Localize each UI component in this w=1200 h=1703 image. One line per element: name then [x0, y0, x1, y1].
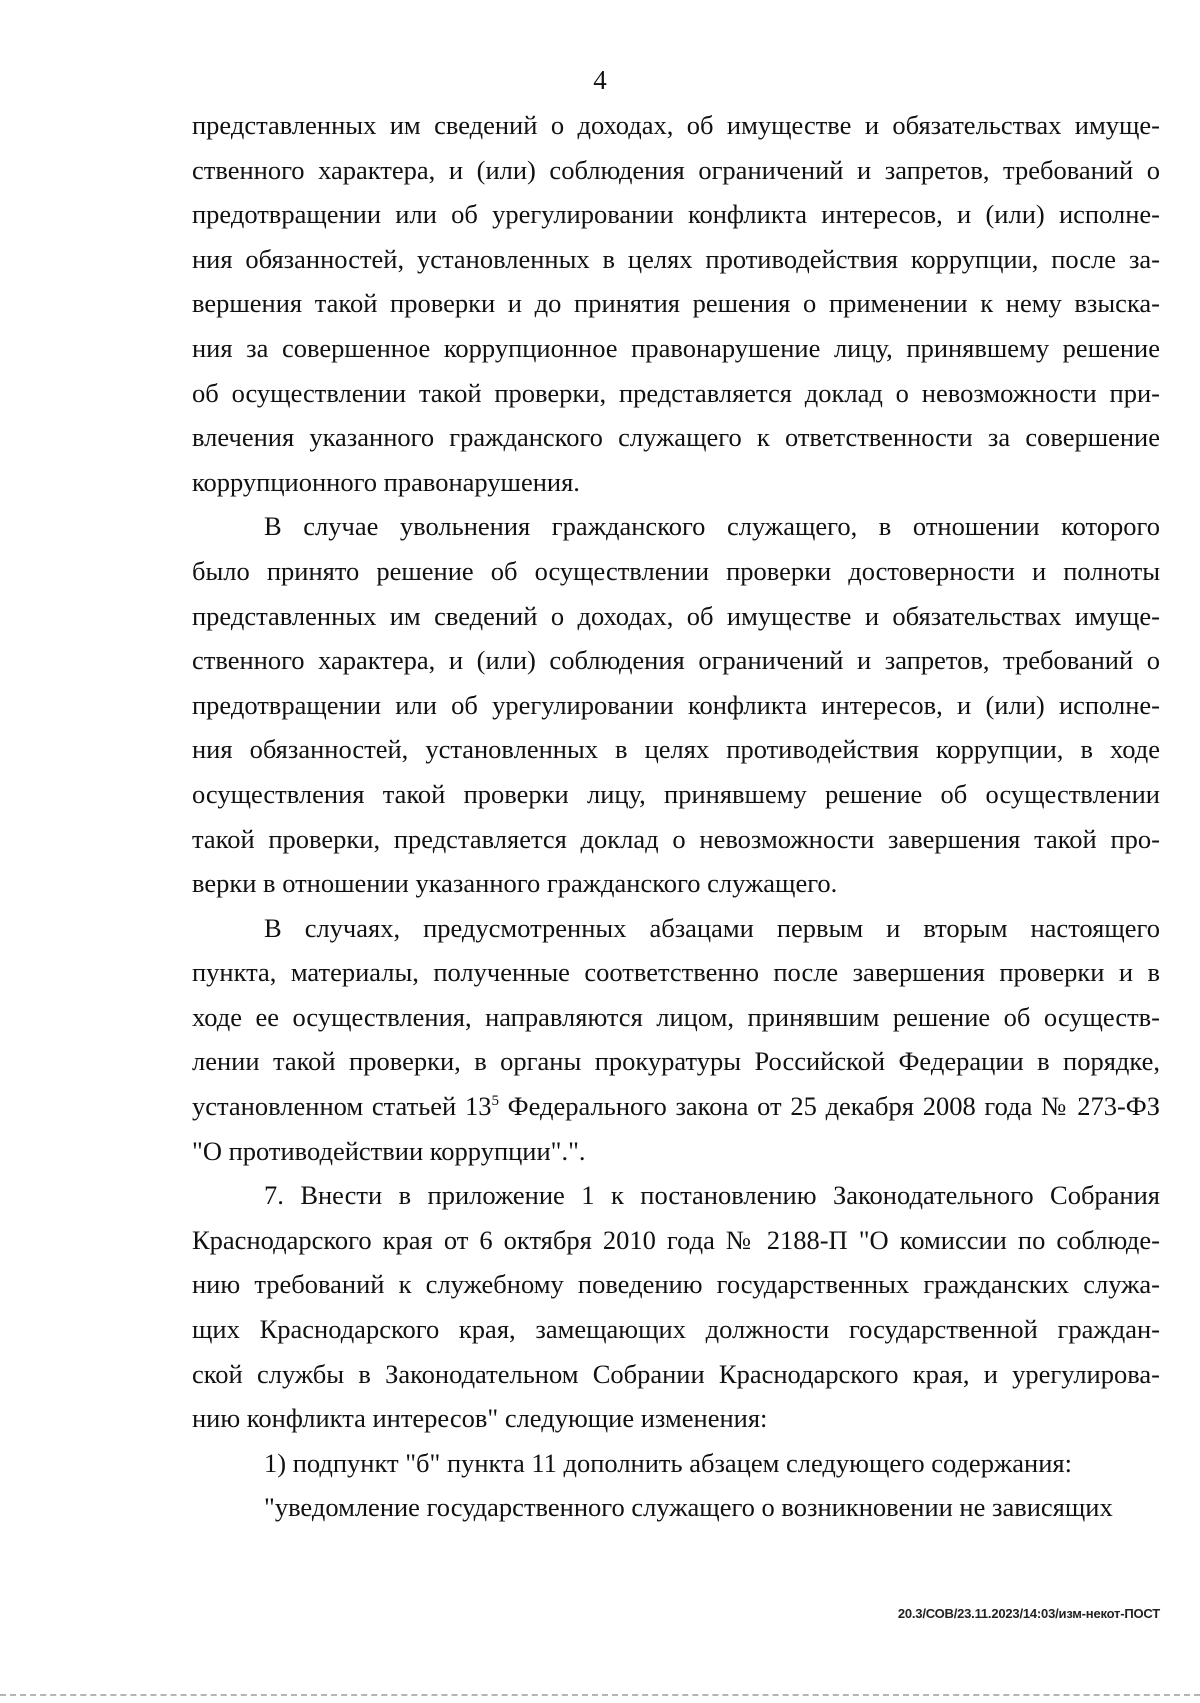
document-footer-code: 20.3/СОВ/23.11.2023/14:03/изм-некот-ПОСТ — [897, 1606, 1160, 1621]
text-line: Краснодарского края от 6 октября 2010 года № 2188-П "О комиссии по соблюде- — [192, 1224, 1160, 1255]
paragraph-subitem-1 — [192, 1441, 1160, 1486]
page-number: 4 — [593, 65, 607, 95]
text-line: представленных им сведений о доходах, об имуществе и обязательствах имуще- — [192, 110, 1160, 140]
scan-edge-line — [0, 1694, 1200, 1696]
text-line: представленных им сведений о доходах, об имуществе и обязательствах имуще- — [192, 600, 1160, 631]
text-line: 7. Внести в приложение 1 к постановлению Законодательного Собрания — [264, 1180, 1160, 1211]
text-line: пункта, материалы, полученные соответственно после завершения проверки и в — [192, 957, 1160, 988]
paragraph-dismissal — [192, 504, 1160, 861]
paragraph-continuation — [192, 103, 1160, 460]
text-line: влечения указанного гражданского служащего к ответственности за совершение — [192, 422, 1160, 453]
paragraph-dismissal-end — [192, 861, 1160, 906]
text-line: 1) подпункт "б" пункта 11 дополнить абзацем следующего содержания: — [264, 1447, 1072, 1478]
text-line: коррупционного правонарушения. — [192, 466, 580, 497]
superscript: 5 — [491, 1093, 499, 1110]
text-line: предотвращении или об урегулировании конфликта интересов, и (или) исполне- — [192, 199, 1160, 230]
text-line: было принято решение об осуществлении проверки достоверности и полноты — [192, 555, 1160, 586]
text-fragment: установленном статьей 13 — [192, 1091, 492, 1122]
text-line: вершения такой проверки и до принятия решения о применении к нему взыска- — [192, 288, 1160, 319]
text-fragment: Федерального закона от 25 декабря 2008 года № 273-ФЗ — [498, 1091, 1160, 1122]
text-line: ния за совершенное коррупционное правонарушение лицу, принявшему решение — [192, 332, 1160, 363]
text-line: верки в отношении указанного гражданского служащего. — [192, 868, 838, 899]
text-line: осуществления такой проверки лицу, принявшему решение об осуществлении — [192, 778, 1160, 809]
text-line: нию требований к служебному поведению государственных гражданских служа- — [192, 1269, 1160, 1300]
text-line: предотвращении или об урегулировании конфликта интересов, и (или) исполне- — [192, 689, 1160, 720]
paragraph-materials-end — [192, 1129, 1160, 1174]
text-line: ственного характера, и (или) соблюдения ограничений и запретов, требований о — [192, 645, 1160, 676]
text-line: "О противодействии коррупции".". — [192, 1135, 586, 1166]
text-line: ния обязанностей, установленных в целях противодействия коррупции, после за- — [192, 243, 1160, 274]
text-line: В случае увольнения гражданского служащего, в отношении которого — [264, 511, 1160, 542]
paragraph-materials — [192, 906, 1160, 1129]
text-line: лении такой проверки, в органы прокуратуры Российской Федерации в порядке, — [192, 1046, 1160, 1077]
text-line: ходе ее осуществления, направляются лицом, принявшим решение об осуществ- — [192, 1001, 1160, 1032]
paragraph-quote — [192, 1485, 1160, 1530]
text-line — [192, 1091, 1160, 1121]
paragraph-item-7 — [192, 1173, 1160, 1396]
text-line: нию конфликта интересов" следующие изменения: — [192, 1403, 768, 1434]
text-line: щих Краснодарского края, замещающих должности государственной граждан- — [192, 1314, 1160, 1345]
paragraph-item-7-end — [192, 1396, 1160, 1441]
text-line: "уведомление государственного служащего о возникновении не зависящих — [264, 1492, 1113, 1523]
paragraph-continuation-end — [192, 460, 1160, 505]
text-line: ственного характера, и (или) соблюдения ограничений и запретов, требований о — [192, 154, 1160, 185]
text-line: об осуществлении такой проверки, представляется доклад о невозможности при- — [192, 377, 1160, 408]
document-body — [192, 103, 1160, 1530]
text-line: ния обязанностей, установленных в целях противодействия коррупции, в ходе — [192, 734, 1160, 765]
text-line: ской службы в Законодательном Собрании Краснодарского края, и урегулирова- — [192, 1358, 1160, 1389]
text-line: такой проверки, представляется доклад о невозможности завершения такой про- — [192, 823, 1160, 854]
text-line: В случаях, предусмотренных абзацами первым и вторым настоящего — [264, 912, 1160, 943]
